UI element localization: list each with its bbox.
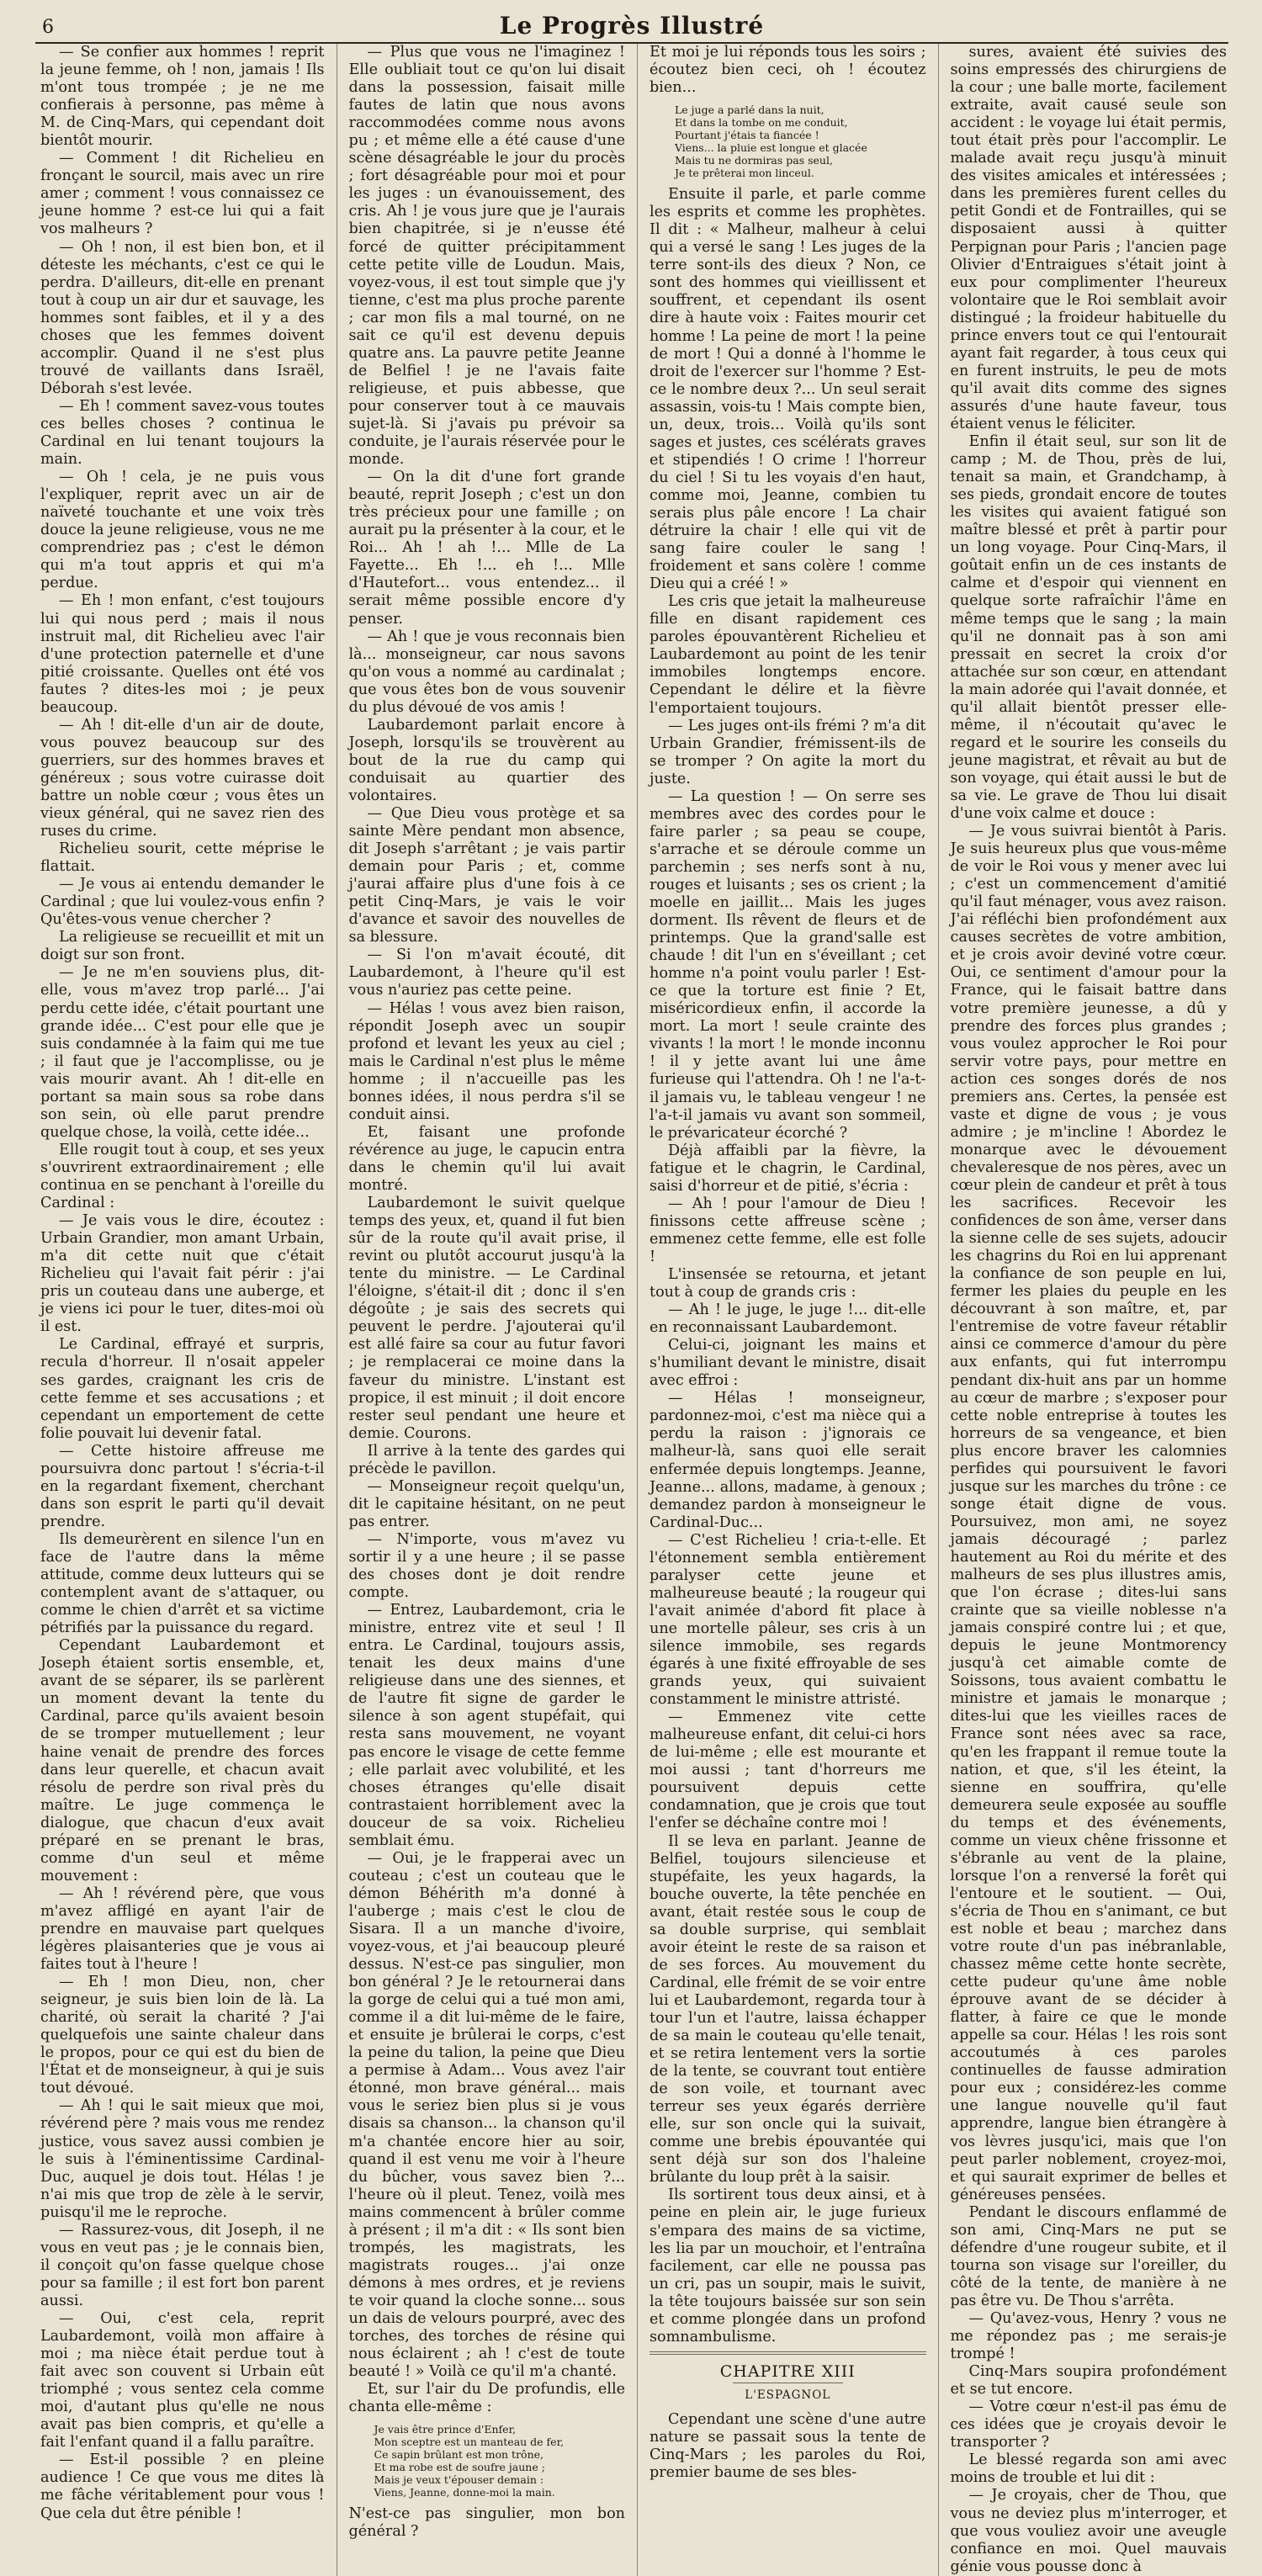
paragraph: — Emmenez vite cette malheureuse enfant, dit celui-ci hors de lui-même ; elle est mourante et moi aussi ; tant d'horreurs me poursuivent depuis cette condamnation, que je crois que tout l'enfer se déchaîne contre moi ! <box>650 1709 926 1832</box>
column-1 <box>35 44 337 2576</box>
verse-line: Mais tu ne dormiras pas seul, <box>675 154 833 167</box>
paragraph: Cependant Laubardemont et Joseph étaient sortis ensemble, et, avant de se séparer, ils se parlèrent un moment devant la tente du Cardinal, parce qu'ils avaient besoin de se tromper mutuellement ; leur haine venait de prendre des forces dans leur querelle, et chacun avait résolu de perdre son rival près du maître. Le juge commença le dialogue, que chacun d'eux avait préparé en se prenant le bras, comme d'un seul et même mouvement : <box>40 1637 325 1884</box>
paragraph: — Rassurez-vous, dit Joseph, il ne vous en veut pas ; je le connais bien, il conçoit qu'on fasse quelque chose pour sa famille ; il est fort bon parent aussi. <box>40 2221 325 2309</box>
text-columns <box>35 44 1238 2575</box>
paragraph: — Ah ! qui le sait mieux que moi, révérend père ? mais vous me rendez justice, vous savez aussi combien je le suis à l'éminentissime Cardinal-Duc, auquel je dois tout. Hélas ! je n'ai mis que trop de zèle à le servir, puisqu'il me le reproche. <box>40 2097 325 2221</box>
paragraph: Richelieu sourit, cette méprise le flattait. <box>40 840 325 876</box>
paragraph: — Se confier aux hommes ! reprit la jeune femme, oh ! non, jamais ! Ils m'ont tous trompée ; je ne me confierais à personne, pas même à M. de Cinq-Mars, qui cependant doit bientôt mourir. <box>40 44 325 150</box>
paragraph: Celui-ci, joignant les mains et s'humiliant devant le ministre, disait avec effroi : <box>650 1337 926 1390</box>
paragraph: — Hélas ! monseigneur, pardonnez-moi, c'est ma nièce qui a perdu la raison : j'ignorais ce malheur-là, sans quoi elle serait enfermée depuis longtemps. Jeanne, Jeanne... allons, madame, à genoux ; demandez pardon à monseigneur le Cardinal-Duc... <box>650 1390 926 1531</box>
paragraph: Les cris que jetait la malheureuse fille en disant rapidement ces paroles épouvantèrent Richelieu et Laubardemont au point de les tenir immobiles longtemps encore. Cependant le délire et la fièvre l'emportaient toujours. <box>650 593 926 717</box>
paragraph: — Plus que vous ne l'imaginez ! Elle oubliait tout ce qu'on lui disait dans la possession, faisait mille fautes de latin que nous avons raccommodées comme nous avons pu ; et même elle a été cause d'une scène désagréable le jour du procès ; fort désagréable pour moi et pour les juges : un évanouissement, des cris. Ah ! je vous jure que je l'aurais bien chapitrée, si je n'eusse été forcé de quitter précipitamment cette petite ville de Loudun. Mais, voyez-vous, il est tout simple que j'y tienne, c'est ma plus proche parente ; car mon fils a mal tourné, on ne sait ce qu'il est devenu depuis quatre ans. La pauvre petite Jeanne de Belfiel ! je ne l'avais faite religieuse, et puis abbesse, que pour conserver tout à ce mauvais sujet-là. Si j'avais pu prévoir sa conduite, je l'aurais réservée pour le monde. <box>348 44 625 469</box>
paragraph: — Ah ! le juge, le juge !... dit-elle en reconnaissant Laubardemont. <box>650 1301 926 1337</box>
paragraph: — Votre cœur n'est-il pas ému de ces idées que je croyais devoir le transporter ? <box>950 2398 1227 2451</box>
paragraph: Ensuite il parle, et parle comme les esprits et comme les prophètes. Il dit : « Malheur, malheur à celui qui a versé le sang ! Les juges de la terre sont-ils des dieux ? Non, ce sont des hommes qui vieillissent et souffrent, et cependant ils osent dire à haute voix : Faites mourir cet homme ! La peine de mort ! la peine de mort ! Qui a donné à l'homme le droit de l'exercer sur l'homme ? Est-ce le nombre deux ?... Un seul serait assassin, vois-tu ! Mais compte bien, un, deux, trois... Voilà qu'ils sont sages et justes, ces scélérats graves et stipendiés ! O crime ! l'horreur du ciel ! Si tu les voyais d'en haut, comme moi, Jeanne, combien tu serais plus pâle encore ! La chair détruire la chair ! elle qui vit de sang faire couler le sang ! froidement et sans colère ! comme Dieu qui a créé ! » <box>650 186 926 593</box>
verse-line: Viens... la pluie est longue et glacée <box>675 141 867 155</box>
paragraph: Et, sur l'air du De profundis, elle chanta elle-même : <box>348 2381 625 2416</box>
paragraph: — Que Dieu vous protège et sa sainte Mère pendant mon absence, dit Joseph s'arrêtant ; je vais partir demain pour Paris ; et, comme j'aurai affaire plus d'une fois à ce petit Cinq-Mars, je vais le voir d'avance et savoir des nouvelles de sa blessure. <box>348 805 625 946</box>
chapter-heading: CHAPITRE XIII <box>719 2361 856 2381</box>
verse-line: Mais je veux t'épouser demain : <box>374 2473 544 2487</box>
paragraph: — Oh ! cela, je ne puis vous l'expliquer, reprit avec un air de naïveté touchante et une voix très douce la jeune religieuse, vous ne me comprendriez pas ; c'est le démon qui m'a tout appris et qui m'a perdue. <box>40 469 325 592</box>
paragraph: Pendant le discours enflammé de son ami, Cinq-Mars ne put se défendre d'une rougeur subite, et il tourna son visage sur l'oreiller, du côté de la tente, de manière à ne pas être vu. De Thou s'arrêta. <box>950 2203 1227 2309</box>
paragraph: Laubardemont parlait encore à Joseph, lorsqu'ils se trouvèrent au bout de la rue du camp qui conduisait au quartier des volontaires. <box>348 716 625 804</box>
paragraph: Cependant une scène d'une autre nature se passait sous la tente de Cinq-Mars ; les paroles du Roi, premier baume de ses bles- <box>650 2410 926 2482</box>
paragraph: — Hélas ! vous avez bien raison, répondit Joseph avec un soupir profond et levant les yeux au ciel ; mais le Cardinal n'est plus le même homme ; il n'accueille pas les bonnes idées, il nous perdra s'il se conduit ainsi. <box>348 999 625 1123</box>
verse-line: Ce sapin brûlant est mon trône, <box>374 2448 544 2462</box>
paragraph: — Ah ! révérend père, que vous m'avez affligé en ayant l'air de prendre en mauvaise part quelques légères plaisanteries que je vous ai faites tout à l'heure ! <box>40 1884 325 1974</box>
verse-line: Et ma robe est de soufre jaune ; <box>374 2461 545 2474</box>
paragraph: Ils sortirent tous deux ainsi, et à peine en plein air, le juge furieux s'empara des mains de sa victime, les lia par un mouchoir, et l'entraîna facilement, car elle ne poussa pas un cri, pas un soupir, mais le suivit, la tête toujours baissée sur son sein et comme plongée dans un profond somnambulisme. <box>650 2186 926 2345</box>
paragraph: — Ah ! dit-elle d'un air de doute, vous pouvez beaucoup sur des guerriers, sur des hommes braves et généreux ; sous votre cuirasse doit battre un noble cœur ; vous êtes un vieux général, qui ne savez rien des ruses du crime. <box>40 716 325 840</box>
paragraph: — Ah ! que je vous reconnais bien là... monseigneur, car nous savons qu'on vous a nommé au cardinalat ; que vous êtes bon de vous souvenir du plus dévoué de vos amis ! <box>348 628 625 716</box>
paragraph: Elle rougit tout à coup, et ses yeux s'ouvrirent extraordinairement ; elle continua en se penchant à l'oreille du Cardinal : <box>40 1141 325 1212</box>
page-number: 6 <box>42 17 54 38</box>
paragraph: — Si l'on m'avait écouté, dit Laubardemont, à l'heure qu'il est vous n'auriez pas cette peine. <box>348 946 625 999</box>
paragraph: — Entrez, Laubardemont, cria le ministre, entrez vite et seul ! Il entra. Le Cardinal, toujours assis, tenait les deux mains d'une religieuse dans une des siennes, et de l'autre fit signe de garder le silence à son agent stupéfait, qui resta sans mouvement, ne voyant pas encore le visage de cette femme ; elle parlait avec volubilité, et les choses étranges qu'elle disait contrastaient horriblement avec la douceur de sa voix. Richelieu semblait ému. <box>348 1602 625 1849</box>
paragraph: L'insensée se retourna, et jetant tout à coup de grands cris : <box>650 1266 926 1301</box>
paragraph: — Comment ! dit Richelieu en fronçant le sourcil, mais avec un rire amer ; comment ! vous connaissez ce jeune homme ? est-ce lui qui a fait vos malheurs ? <box>40 150 325 238</box>
paragraph: sures, avaient été suivies des soins empressés des chirurgiens de la cour ; une balle morte, facilement extraite, avait causé seule son accident : le voyage lui était permis, tout était près pour l'accomplir. Le malade avait reçu jusqu'à minuit des visites amicales et intéressées ; dans les premières furent celles du petit Gondi et de Fontrailles, qui se disposaient aussi à quitter Perpignan pour Paris ; l'ancien page Olivier d'Entraigues s'était joint à eux pour complimenter l'heureux volontaire que le Roi semblait avoir distingué ; la froideur habituelle du prince envers tout ce qui l'entourait ayant fait regarder, à tous ceux qui en furent instruits, le peu de mots qu'il avait dits comme des signes assurés d'une haute faveur, tous étaient venus le féliciter. <box>950 44 1227 432</box>
paragraph: Enfin il était seul, sur son lit de camp ; M. de Thou, près de lui, tenait sa main, et Grandchamp, à ses pieds, grondait encore de toutes les visites qui avaient fatigué son maître blessé et prêt à partir pour un long voyage. Pour Cinq-Mars, il goûtait enfin un de ces instants de calme et d'espoir qui viennent en quelque sorte rafraîchir l'âme en même temps que le sang ; la main qu'il ne donnait pas à son ami pressait en secret la croix d'or attachée sur son cœur, en attendant la main adorée qui l'avait donnée, et qu'il allait bientôt presser elle-même, il n'écoutait qu'avec le regard et le sourire les conseils du jeune magistrat, et rêvait au but de son voyage, qui était aussi le but de sa vie. Le grave de Thou lui disait d'une voix calme et douce : <box>950 433 1227 823</box>
paragraph: — Est-il possible ? en pleine audience ! Ce que vous me dites là me fâche véritablement pour vous ! Que cela dut être pénible ! <box>40 2451 325 2522</box>
paragraph: — On la dit d'une fort grande beauté, reprit Joseph ; c'est un don très précieux pour une famille ; on aurait pu la présenter à la cour, et le Roi... Ah ! ah !... Mlle de La Fayette... Eh !... eh !... Mlle d'Hautefort... vous entendez... il serait même possible encore d'y penser. <box>348 469 625 628</box>
paragraph: Ils demeurèrent en silence l'un en face de l'autre dans la même attitude, comme deux lutteurs qui se contemplent avant de s'attaquer, ou comme le chien d'arrêt et sa victime pétrifiés par la puissance du regard. <box>40 1530 325 1637</box>
paragraph: — Oui, c'est cela, reprit Laubardemont, voilà mon affaire à moi ; ma nièce était perdue tout à fait avec son couvent si Urbain eût triomphé ; vous sentez cela comme moi, d'autant plus qu'elle ne nous avait pas bien compris, et qu'elle a fait l'enfant quand il a fallu paraître. <box>40 2310 325 2451</box>
paragraph: Il se leva en parlant. Jeanne de Belfiel, toujours silencieuse et stupéfaite, les yeux hagards, la bouche ouverte, la tête penchée en avant, était restée sous le coup de sa double surprise, qui semblait avoir éteint le reste de sa raison et de ses forces. Au mouvement du Cardinal, elle frémit de se voir entre lui et Laubardemont, regarda tour à tour l'un et l'autre, laissa échapper de sa main le couteau qu'elle tenait, et se retira lentement vers la sortie de la tente, se couvrant tout entière de son voile, et tournant avec terreur ses yeux égarés derrière elle, sur son oncle qui la suivait, comme une brebis épouvantée qui sent déjà sur son dos l'haleine brûlante du loup prêt à la saisir. <box>650 1832 926 2186</box>
paragraph: — Eh ! mon enfant, c'est toujours lui qui nous perd ; mais il nous instruit mal, dit Richelieu avec l'air d'une protection paternelle et d'une pitié croissante. Quelles ont été vos fautes ? dites-les moi ; je peux beaucoup. <box>40 592 325 716</box>
paragraph: — Je ne m'en souviens plus, dit-elle, vous m'avez trop parlé... J'ai perdu cette idée, c'était pourtant une grande idée... C'est pour elle que je suis condamnée à la faim qui me tue ; il faut que je l'accomplisse, ou je vais mourir avant. Ah ! dit-elle en portant sa main sous sa robe dans son sein, où elle parut prendre quelque chose, la voilà, cette idée... <box>40 964 325 1141</box>
paragraph: Le blessé regarda son ami avec moins de trouble et lui dit : <box>950 2451 1227 2487</box>
paragraph: — Eh ! mon Dieu, non, cher seigneur, je suis bien loin de là. La charité, où serait la charité ? J'ai quelquefois une sainte chaleur dans le propos, pour ce qui est du bien de l'État et de monseigneur, à qui je suis tout dévoué. <box>40 1974 325 2097</box>
verse-line: Je vais être prince d'Enfer, <box>374 2423 517 2436</box>
verse-block <box>374 2423 626 2499</box>
verse-line: Viens, Jeanne, donne-moi la main. <box>374 2486 555 2499</box>
paragraph: — Qu'avez-vous, Henry ? vous ne me répondez pas ; me serais-je trompé ! <box>950 2310 1227 2363</box>
chapter-subtitle: L'ESPAGNOL <box>745 2388 831 2402</box>
verse-line: Pourtant j'étais ta fiancée ! <box>675 129 819 142</box>
paragraph: — Monseigneur reçoit quelqu'un, dit le capitaine hésitant, on ne peut pas entrer. <box>348 1477 625 1530</box>
verse-block <box>675 103 926 179</box>
verse-line: Mon sceptre est un manteau de fer, <box>374 2436 565 2449</box>
paragraph: — Cette histoire affreuse me poursuivra donc partout ! s'écria-t-il en la regardant fixement, cherchant dans son esprit le parti qu'il devait prendre. <box>40 1442 325 1530</box>
verse-line: Je te prêterai mon linceul. <box>675 167 814 180</box>
paragraph: Il arrive à la tente des gardes qui précède le pavillon. <box>348 1442 625 1477</box>
paragraph: — La question ! — On serre ses membres avec des cordes pour le faire parler ; sa peau se coupe, s'arrache et se déroule comme un parchemin ; ses nerfs sont à nu, rouges et luisants ; ses os crient ; la moelle en jaillit... Mais les juges dorment. Ils rêvent de fleurs et de printemps. Que la grand'salle est chaude ! dit l'un en s'éveillant ; cet homme n'a point voulu parler ! Est-ce que la torture est finie ? Et, miséricordieux enfin, il accorde la mort. La mort ! seule crainte des vivants ! la mort ! le monde inconnu ! il y jette avant lui une âme furieuse qui l'attendra. Oh ! ne l'a-t-il jamais vu, le tableau vengeur ! ne l'a-t-il jamais vu avant son sommeil, le prévaricateur écorché ? <box>650 787 926 1142</box>
paragraph: — Je croyais, cher de Thou, que vous ne deviez plus m'interroger, et que vous vouliez avoir une aveugle confiance en moi. Quel mauvais génie vous pousse donc à <box>950 2487 1227 2575</box>
paragraph: — N'importe, vous m'avez vu sortir il y a une heure ; il se passe des choses dont je doit rendre compte. <box>348 1530 625 1602</box>
paragraph: Et moi je lui réponds tous les soirs ; écoutez bien ceci, oh ! écoutez bien... <box>650 44 926 97</box>
paragraph: — Je vais vous le dire, écoutez : Urbain Grandier, mon amant Urbain, m'a dit cette nuit que c'était Richelieu qui l'avait fait périr : j'ai pris un couteau dans une auberge, et je viens ici pour le tuer, dites-moi où il est. <box>40 1212 325 1336</box>
paragraph: — Les juges ont-ils frémi ? m'a dit Urbain Grandier, frémissent-ils de se tromper ? On agite la mort du juste. <box>650 717 926 787</box>
paragraph: Cinq-Mars soupira profondément et se tut encore. <box>950 2363 1227 2398</box>
paragraph: Déjà affaibli par la fièvre, la fatigue et le chagrin, le Cardinal, saisi d'horreur et de pitié, s'écria : <box>650 1142 926 1195</box>
paragraph: — Oh ! non, il est bien bon, et il déteste les méchants, c'est ce qui le perdra. D'ailleurs, dit-elle en prenant tout à coup un air dur et sauvage, les hommes sont faibles, et il y a des choses que les femmes doivent accomplir. Quand il ne s'est plus trouvé de vaillants dans Israël, Déborah s'est levée. <box>40 238 325 397</box>
section-divider <box>650 2351 926 2355</box>
paragraph: — Je vous ai entendu demander le Cardinal ; que lui voulez-vous enfin ? Qu'êtes-vous venue chercher ? <box>40 876 325 929</box>
paragraph: — Oui, je le frapperai avec un couteau ; c'est un couteau que le démon Béhérith m'a donné à l'auberge ; mais c'est le clou de Sisara. Il a un manche d'ivoire, voyez-vous, et j'ai beaucoup pleuré dessus. N'est-ce pas singulier, mon bon général ? Je le retournerai dans la gorge de celui qui a tué mon ami, comme il a dit lui-même de le faire, et ensuite je brûlerai le corps, c'est la peine du talion, la peine que Dieu a permise à Adam... Vous avez l'air étonné, mon brave général... mais vous le seriez bien plus si je vous disais sa chanson... la chanson qu'il m'a chantée encore hier au soir, quand il est venu me voir à l'heure du bûcher, vous savez bien ?... l'heure où il pleut. Tenez, voilà mes mains commencent à brûler comme à présent ; il m'a dit : « Ils sont bien trompés, les magistrats, les magistrats rouges... j'ai onze démons à mes ordres, et je reviens te voir quand la cloche sonne... sous un dais de velours pourpré, avec des torches, des torches de résine qui nous éclairent ; ah ! c'est de toute beauté ! » Voilà ce qu'il m'a chanté. <box>348 1849 625 2381</box>
paragraph: — Je vous suivrai bientôt à Paris. Je suis heureux plus que vous-même de voir le Roi vous y mener avec lui ; c'est un commencement d'amitié qu'il faut ménager, vous avez raison. J'ai réfléchi bien profondément aux causes secrètes de votre ambition, et je crois avoir deviné votre cœur. Oui, ce sentiment d'amour pour la France, qui le faisait battre dans votre première jeunesse, a dû y prendre des forces plus grandes ; vous voulez approcher le Roi pour servir votre pays, pour mettre en action ces songes dorés de nos premiers ans. Certes, la pensée est vaste et digne de vous ; je vous admire ; je m'incline ! Abordez le monarque avec le dévouement chevaleresque de nos pères, avec un cœur plein de candeur et prêt à tous les sacrifices. Recevoir les confidences de son âme, verser dans la sienne celle de ses sujets, adoucir les chagrins du Roi en lui apprenant la confiance de son peuple en lui, fermer les plaies du peuple en les découvrant à son maître, et, par l'entremise de votre faveur rétablir ainsi ce commerce d'amour du père aux enfants, qui fut interrompu pendant dix-huit ans par un homme au cœur de marbre ; s'exposer pour cette noble entreprise à toutes les horreurs de sa vengeance, et bien plus encore braver les calomnies perfides qui poursuivent le favori jusque sur les marches du trône : ce songe était digne de vous. Poursuivez, mon ami, ne soyez jamais découragé ; parlez hautement au Roi du mérite et des malheurs de ses plus illustres amis, que l'on écrase ; dites-lui sans crainte que sa vieille noblesse n'a jamais conspiré contre lui ; et que, depuis le jeune Montmorency jusqu'à cet aimable comte de Soissons, tous avaient combattu le ministre et jamais le monarque ; dites-lui que les vieilles races de France sont nées avec sa race, qu'en les frappant il remue toute la nation, et que, s'il les éteint, la sienne en souffrira, qu'elle demeurera seule exposée au souffle du temps et des événements, comme un vieux chêne frissonne et s'ébranle au vent de la plaine, lorsque l'on a renversé la forêt qui l'entoure et le soutient. — Oui, s'écria de Thou en s'animant, ce but est noble et beau ; marchez dans votre route d'un pas inébranlable, chassez même cette honte secrète, cette pudeur qu'une âme noble éprouve avant de se décider à flatter, à faire ce que le monde appelle sa cour. Hélas ! les rois sont accoutumés à ces paroles continuelles de fausse admiration pour eux ; considérez-les comme une langue nouvelle qu'il faut apprendre, langue bien étrangère à vos lèvres jusqu'ici, mais que l'on peut parler noblement, croyez-moi, et qui saurait exprimer de belles et généreuses pensées. <box>950 823 1227 2203</box>
masthead <box>35 8 1228 44</box>
paragraph: N'est-ce pas singulier, mon bon général ? <box>348 2505 625 2541</box>
verse-line: Et dans la tombe on me conduit, <box>675 116 848 130</box>
column-3 <box>637 44 938 2576</box>
paragraph: Et, faisant une profonde révérence au juge, le capucin entra dans le chemin qu'il lui avait montré. <box>348 1123 625 1194</box>
paragraph: La religieuse se recueillit et mit un doigt sur son front. <box>40 929 325 964</box>
paragraph: — C'est Richelieu ! cria-t-elle. Et l'étonnement sembla entièrement paralyser cette jeune et malheureuse beauté ; la rougeur qui l'avait animée d'abord fit place à une mortelle pâleur, ses cris à un silence immobile, ses regards égarés à une fixité effroyable de ses grands yeux, qui suivaient constamment le ministre attristé. <box>650 1531 926 1709</box>
paragraph: Laubardemont le suivit quelque temps des yeux, et, quand il fut bien sûr de la route qu'il avait prise, il revint ou plutôt accourut jusqu'à la tente du ministre. — Le Cardinal l'éloigne, s'était-il dit ; donc il s'en dégoûte ; je sais des secrets qui peuvent le perdre. J'ajouterai qu'il est allé faire sa cour au futur favori ; je remplacerai ce moine dans la faveur du ministre. L'instant est propice, il est minuit ; il doit encore rester seul pendant une heure et demie. Courons. <box>348 1195 625 1442</box>
paragraph: Le Cardinal, effrayé et surpris, recula d'horreur. Il n'osait appeler ses gardes, craignant les cris de cette femme et ses accusations ; et cependant un emportement de cette folie pouvait lui devenir fatal. <box>40 1336 325 1442</box>
column-4 <box>938 44 1239 2576</box>
column-2 <box>337 44 638 2576</box>
paragraph: — Ah ! pour l'amour de Dieu ! finissons cette affreuse scène ; emmenez cette femme, elle est folle ! <box>650 1195 926 1265</box>
newspaper-title: Le Progrès Illustré <box>499 12 765 40</box>
verse-line: Le juge a parlé dans la nuit, <box>675 103 825 117</box>
paragraph: — Eh ! comment savez-vous toutes ces belles choses ? continua le Cardinal en lui tenant toujours la main. <box>40 397 325 469</box>
